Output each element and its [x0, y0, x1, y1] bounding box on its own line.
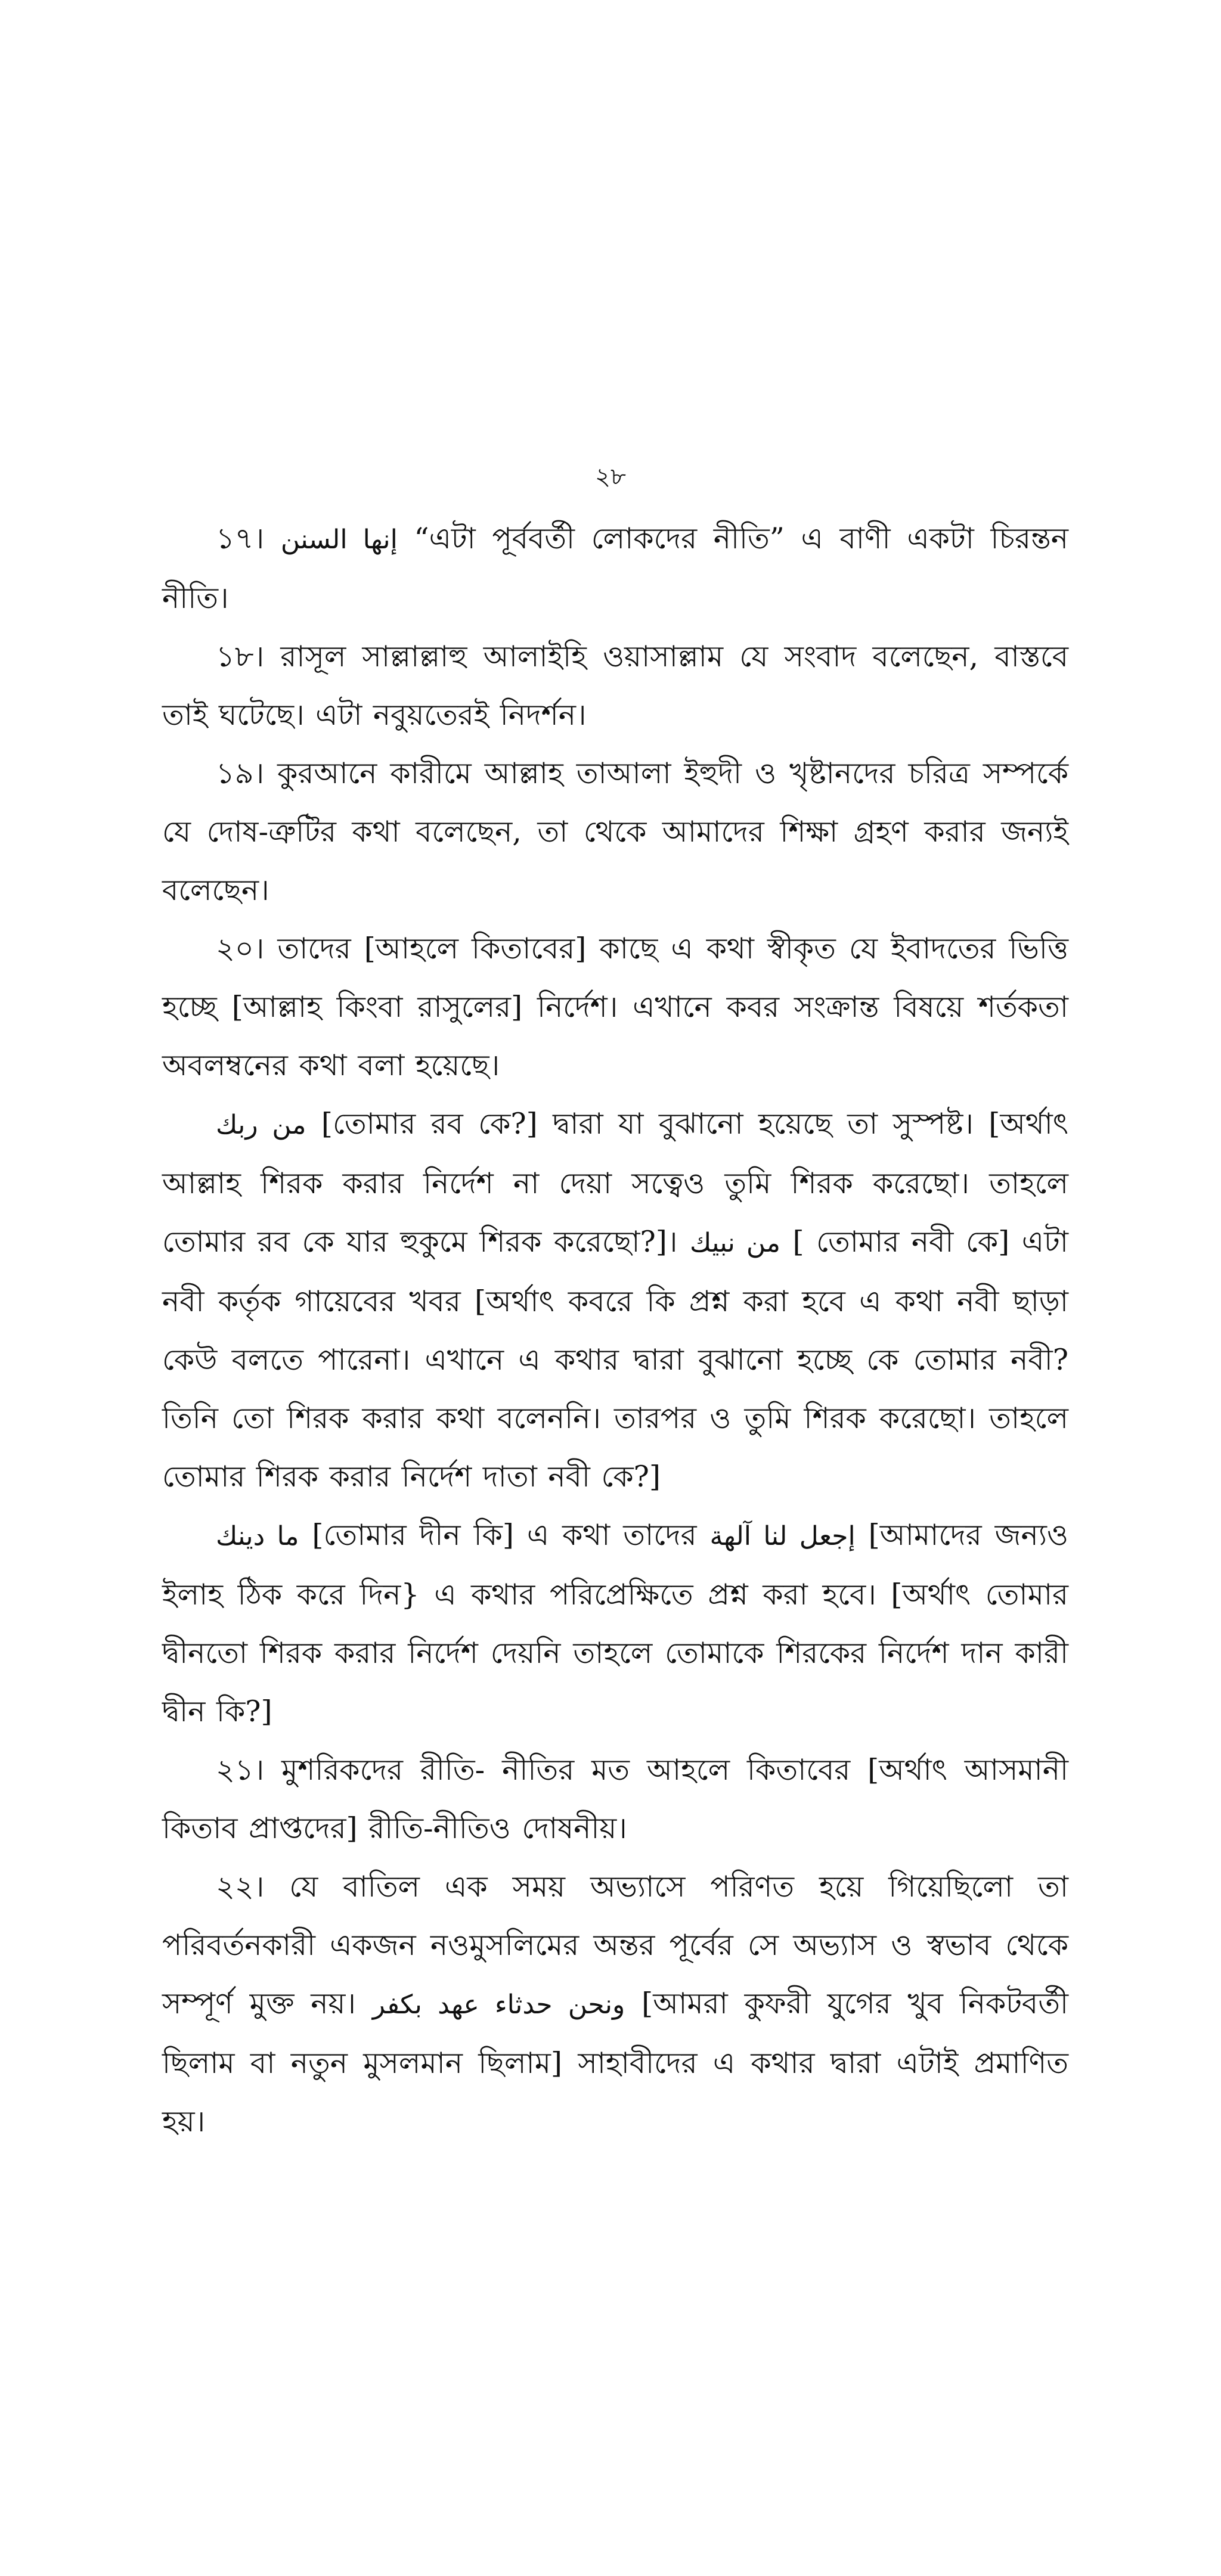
paragraph-text: ১৭। — [216, 522, 281, 555]
paragraph-text: [তোমার রব কে?] দ্বারা যা বুঝানো হয়েছে তা সুস্পষ্ট। [অর্থাৎ আল্লাহ শিরক করার নির্দেশ না দেয়া সত্বেও তুমি শিরক করেছো। তাহলে তোমার রব কে যার হুকুমে শিরক করেছো?]। — [162, 1107, 1068, 1259]
paragraph — [162, 1095, 1068, 1506]
paragraph-text: “এটা পূর্ববর্তী লোকদের নীতি” এ বাণী একটা চিরন্তন নীতি। — [162, 522, 1068, 615]
arabic-quote: ونحن حدثاء عهد بكفر — [372, 1990, 625, 2020]
paragraph — [162, 510, 1068, 628]
page-number: ২৮ — [595, 463, 626, 491]
paragraph-text: [তোমার দীন কি] এ কথা তাদের — [299, 1518, 710, 1552]
paragraph — [162, 1506, 1068, 1741]
page-body — [162, 510, 1068, 2151]
paragraph — [162, 1741, 1068, 1858]
paragraph — [162, 744, 1068, 920]
paragraph — [162, 920, 1068, 1095]
arabic-quote: من ربك — [216, 1110, 306, 1140]
arabic-quote: إنها السنن — [280, 524, 398, 555]
paragraph-text: ২১। মুশরিকদের রীতি- নীতির মত আহলে কিতাবের [অর্থাৎ আসমানী কিতাব প্রাপ্তদের] রীতি-নীতিও দোষনীয়। — [162, 1753, 1068, 1845]
paragraph-text: ১৯। কুরআনে কারীমে আল্লাহ তাআলা ইহুদী ও খৃষ্টানদের চরিত্র সম্পর্কে যে দোষ-ত্রুটির কথা বলেছেন, তা থেকে আমাদের শিক্ষা গ্রহণ করার জন্যই বলেছেন। — [162, 756, 1068, 907]
paragraph-text: ২২। যে বাতিল এক সময় অভ্যাসে পরিণত হয়ে গিয়েছিলো তা পরিবর্তনকারী একজন নওমুসলিমের অন্তর পূর্বের সে অভ্যাস ও স্বভাব থেকে সম্পূর্ণ মুক্ত নয়। — [162, 1870, 1068, 2021]
arabic-quote: إجعل لنا آلهة — [709, 1521, 856, 1551]
arabic-quote: من نبيك — [689, 1228, 780, 1258]
paragraph-text: [ তোমার নবী কে] এটা নবী কর্তৃক গায়েবের খবর [অর্থাৎ কবরে কি প্রশ্ন করা হবে এ কথা নবী ছাড়া কেউ বলতে পারেনা। এখানে এ কথার দ্বারা বুঝানো হচ্ছে কে তোমার নবী? তিনি তো শিরক করার কথা বলেননি। তারপর ও তুমি শিরক করেছো। তাহলে তোমার শিরক করার নির্দেশ দাতা নবী কে?] — [162, 1225, 1068, 1494]
paragraph-text: ১৮। রাসূল সাল্লাল্লাহু আলাইহি ওয়াসাল্লাম যে সংবাদ বলেছেন, বাস্তবে তাই ঘটেছে। এটা নবুয়তেরই নিদর্শন। — [162, 640, 1068, 732]
paragraph — [162, 1858, 1068, 2151]
paragraph-text: [আমাদের জন্যও ইলাহ ঠিক করে দিন} এ কথার পরিপ্রেক্ষিতে প্রশ্ন করা হবে। [অর্থাৎ তোমার দ্বীনতো শিরক করার নির্দেশ দেয়নি তাহলে তোমাকে শিরকের নির্দেশ দান কারী দ্বীন কি?] — [162, 1518, 1068, 1728]
paragraph-text: [আমরা কুফরী যুগের খুব নিকটবর্তী ছিলাম বা নতুন মুসলমান ছিলাম] সাহাবীদের এ কথার দ্বারা এটাই প্রমাণিত হয়। — [162, 1987, 1068, 2139]
paragraph — [162, 628, 1068, 744]
paragraph-text: ২০। তাদের [আহলে কিতাবের] কাছে এ কথা স্বীকৃত যে ইবাদতের ভিত্তি হচ্ছে [আল্লাহ কিংবা রাসুলের] নির্দেশ। এখানে কবর সংক্রান্ত বিষয়ে শর্তকতা অবলম্বনের কথা বলা হয়েছে। — [162, 932, 1068, 1082]
arabic-quote: ما دينك — [216, 1521, 299, 1551]
